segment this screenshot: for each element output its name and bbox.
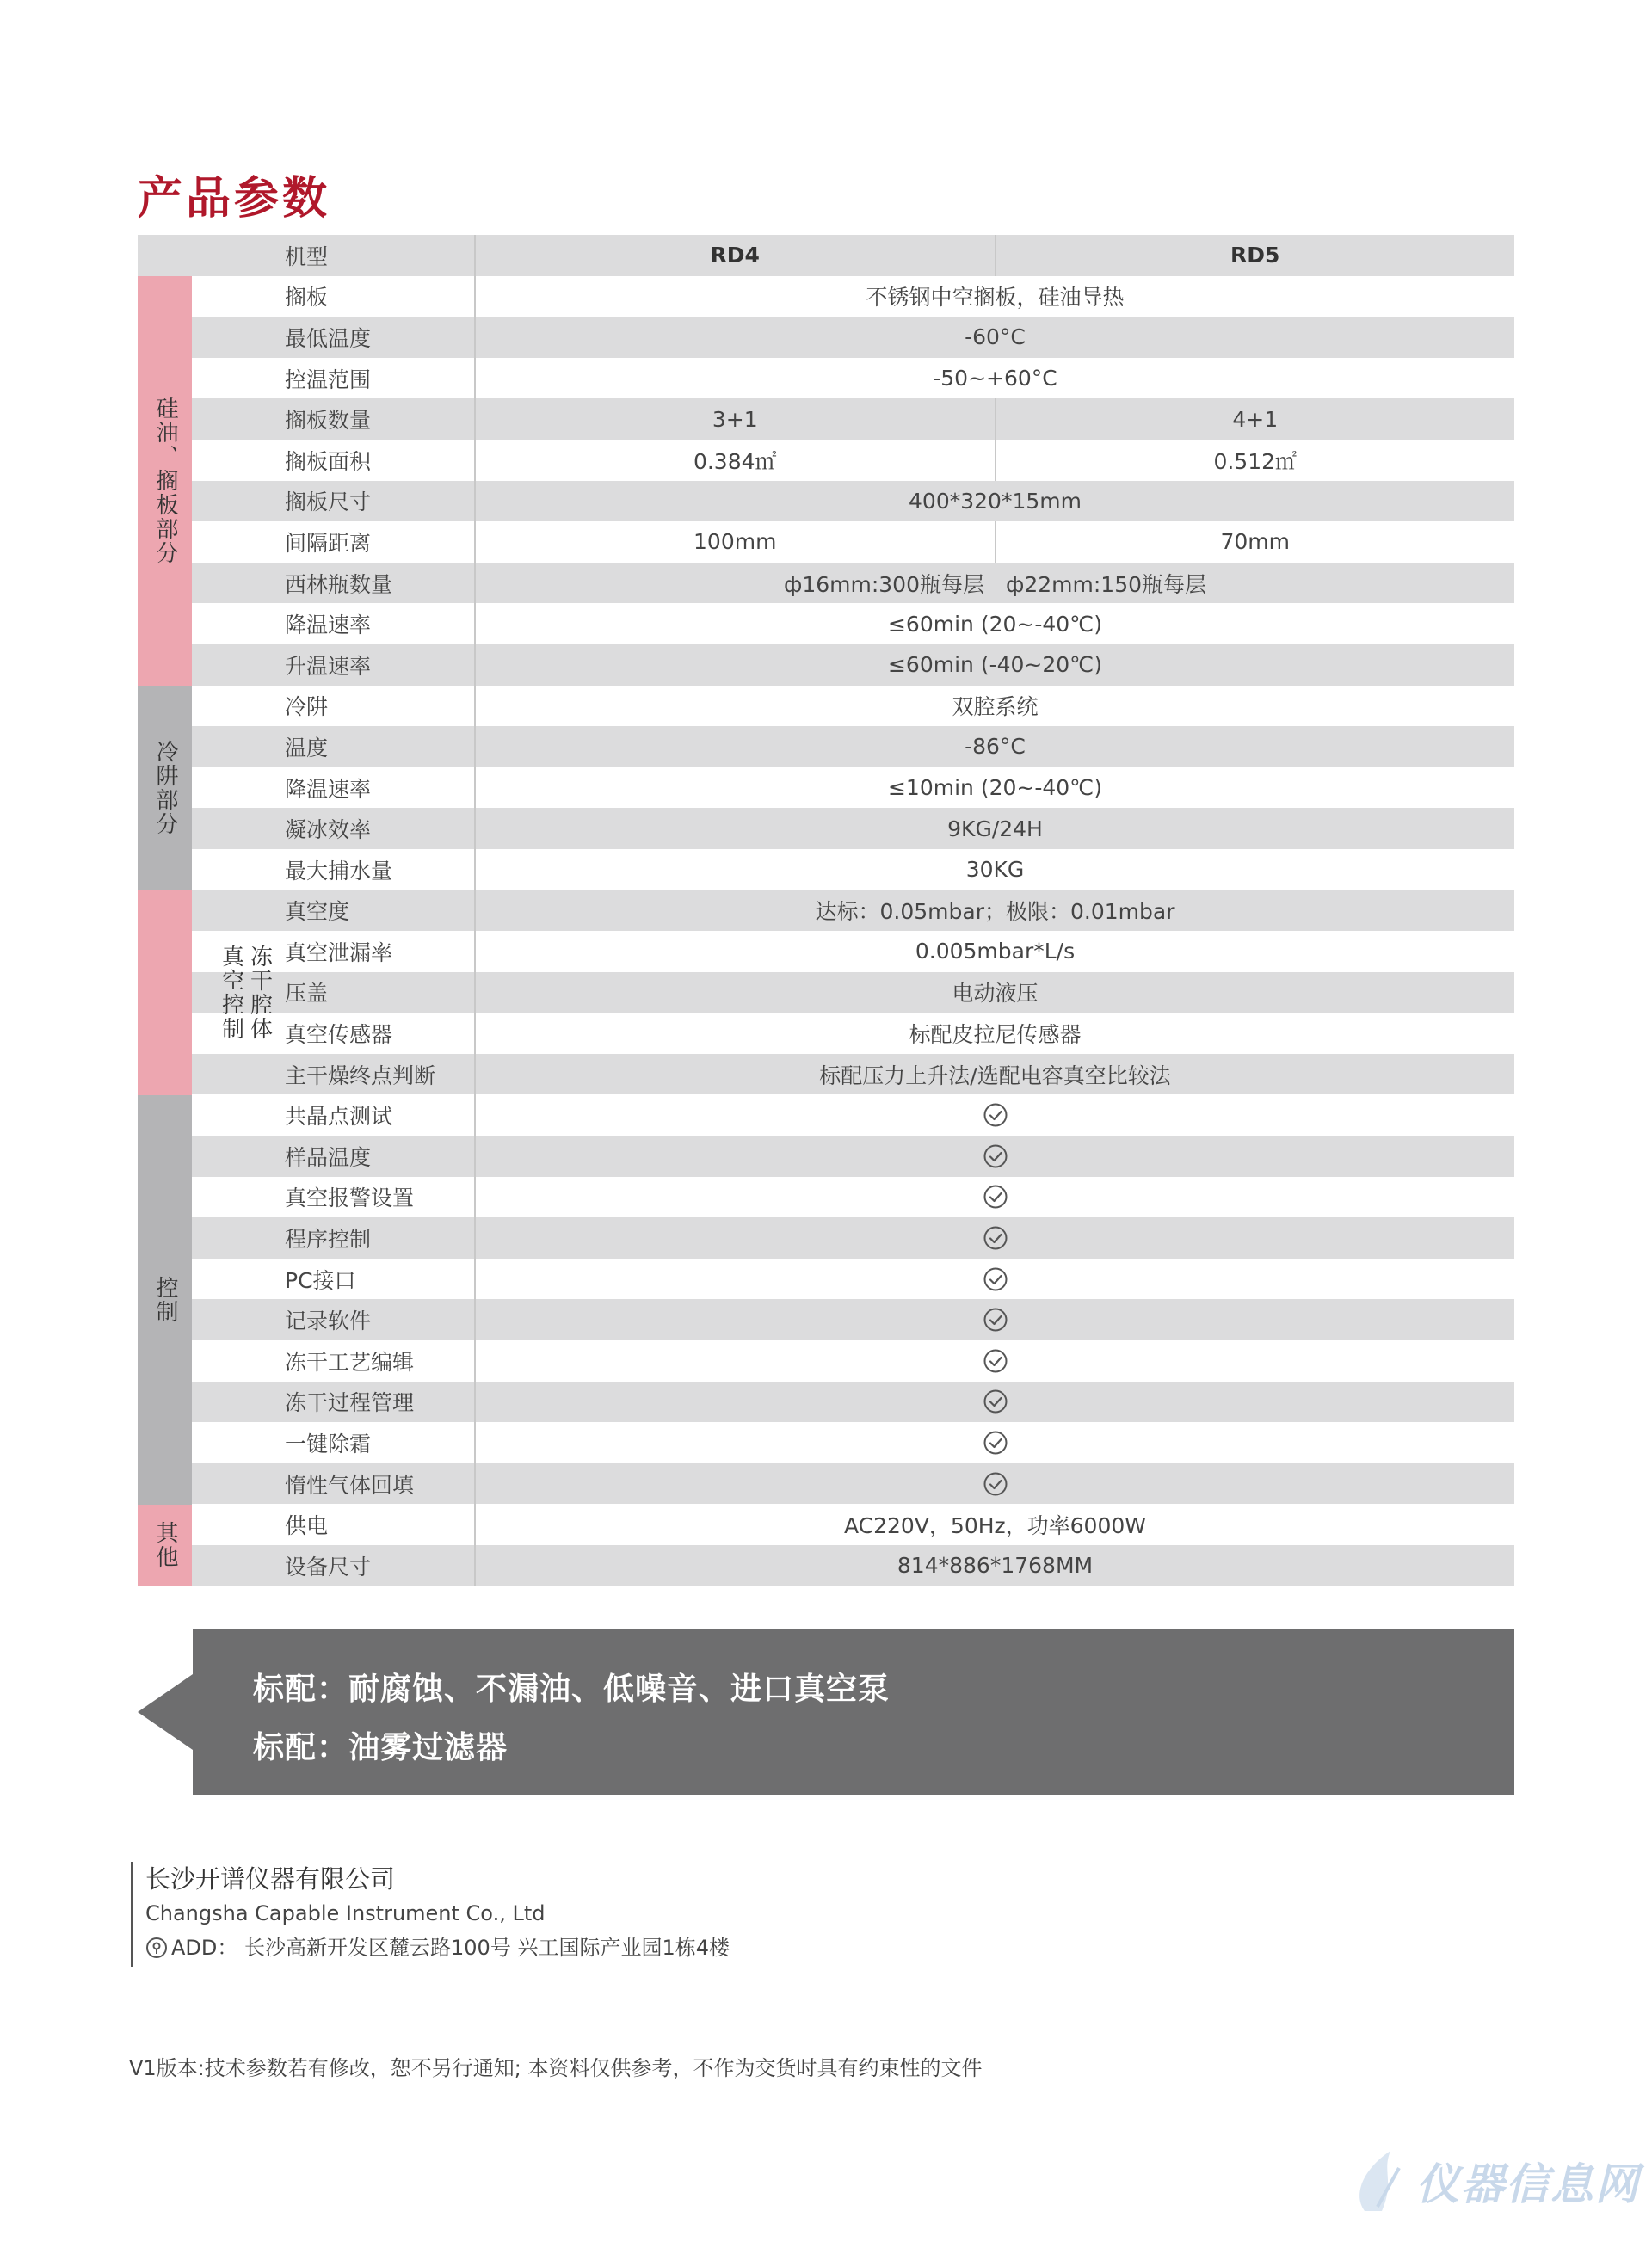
- row-check: [476, 1307, 1514, 1333]
- row-label: PC接口: [192, 1259, 476, 1300]
- row-label: 搁板尺寸: [192, 481, 476, 522]
- row-label: 凝冰效率: [192, 808, 476, 849]
- row-label: 冷阱: [192, 686, 476, 727]
- row-label: 设备尺寸: [192, 1545, 476, 1586]
- row-check: [476, 1471, 1514, 1497]
- row-label: 降温速率: [192, 767, 476, 809]
- row-label: 搁板数量: [192, 398, 476, 440]
- table-row: [138, 1340, 1514, 1382]
- row-label: 冻干过程管理: [192, 1382, 476, 1423]
- row-check: [476, 1143, 1514, 1169]
- row-label: 最大捕水量: [192, 849, 476, 890]
- check-circle-icon: [983, 1348, 1008, 1374]
- row-check: [476, 1348, 1514, 1374]
- row-label: 搁板: [192, 276, 476, 317]
- check-circle-icon: [983, 1266, 1008, 1292]
- standard-config-banner: [193, 1629, 1514, 1795]
- header-col-rd5: RD5: [1230, 243, 1280, 268]
- check-circle-icon: [983, 1225, 1008, 1251]
- row-label: 西林瓶数量: [192, 563, 476, 604]
- group-control: 控制: [138, 1095, 192, 1505]
- row-label: 间隔距离: [192, 521, 476, 563]
- row-label: 降温速率: [192, 603, 476, 644]
- check-circle-icon: [983, 1471, 1008, 1497]
- table-row: [138, 1094, 1514, 1136]
- table-row: [138, 1259, 1514, 1300]
- table-row: [138, 1013, 1514, 1054]
- table-row: [138, 890, 1514, 932]
- row-check: [476, 1389, 1514, 1414]
- row-value: 0.005mbar*L/s: [915, 939, 1076, 964]
- disclaimer-footnote: V1版本:技术参数若有修改，恕不另行通知; 本资料仅供参考，不作为交货时具有约束性的文件: [129, 2056, 983, 2080]
- check-circle-icon: [983, 1102, 1008, 1128]
- row-label: 一键除霜: [192, 1422, 476, 1463]
- row-value: 标配压力上升法/选配电容真空比较法: [819, 1062, 1171, 1088]
- row-value: -60°C: [965, 324, 1026, 350]
- row-label: 压盖: [192, 972, 476, 1013]
- row-value-rd5: 70mm: [1220, 529, 1291, 555]
- check-circle-icon: [983, 1389, 1008, 1414]
- group-cold-trap: 冷阱部分: [138, 686, 192, 890]
- row-check: [476, 1430, 1514, 1456]
- row-label: 共晶点测试: [192, 1094, 476, 1136]
- row-value: 电动液压: [952, 981, 1039, 1007]
- check-circle-icon: [983, 1184, 1008, 1210]
- table-row: [138, 686, 1514, 727]
- table-row: [138, 440, 1514, 481]
- row-label: 惰性气体回填: [192, 1463, 476, 1505]
- table-row: [138, 644, 1514, 686]
- row-label: 搁板面积: [192, 440, 476, 481]
- table-row: [138, 563, 1514, 604]
- row-label: 温度: [192, 726, 476, 767]
- table-row: [138, 521, 1514, 563]
- row-label: 真空泄漏率: [192, 931, 476, 972]
- row-label: 记录软件: [192, 1299, 476, 1340]
- row-value-rd5: 0.512㎡: [1213, 448, 1298, 474]
- table-row: [138, 1177, 1514, 1218]
- row-label: 真空度: [192, 890, 476, 932]
- row-value: 不锈钢中空搁板，硅油导热: [866, 285, 1125, 311]
- spec-table: [138, 235, 1514, 1586]
- row-label: 控温范围: [192, 358, 476, 399]
- table-row: [138, 726, 1514, 767]
- row-value: ф16mm:300瓶每层 ф22mm:150瓶每层: [783, 571, 1207, 597]
- check-circle-icon: [983, 1430, 1008, 1456]
- table-row: [138, 603, 1514, 644]
- group-vacuum-text: 真空控制: [218, 944, 244, 1041]
- row-value: -50~+60°C: [933, 366, 1057, 391]
- row-value: 达标：0.05mbar；极限：0.01mbar: [815, 899, 1175, 925]
- table-row: [138, 1299, 1514, 1340]
- header-col-rd4: RD4: [476, 235, 996, 276]
- row-value: 9KG/24H: [947, 816, 1043, 841]
- row-value: AC220V，50Hz，功率6000W: [843, 1513, 1146, 1539]
- row-label: 程序控制: [192, 1217, 476, 1259]
- row-value-rd4: 3+1: [476, 398, 996, 440]
- company-address: ADD： 长沙高新开发区麓云路100号 兴工国际产业园1栋4楼: [145, 1931, 730, 1965]
- table-row: [138, 481, 1514, 522]
- table-row: [138, 931, 1514, 972]
- table-header-row: [138, 235, 1514, 276]
- row-value: ≤60min (-40~20℃): [887, 652, 1103, 678]
- banner-arrow: [138, 1674, 193, 1750]
- row-label: 最低温度: [192, 317, 476, 358]
- row-value: 30KG: [965, 857, 1025, 883]
- table-row: [138, 972, 1514, 1013]
- row-value: 标配皮拉尼传感器: [909, 1022, 1082, 1048]
- table-row: [138, 808, 1514, 849]
- row-value: ≤10min (20~-40℃): [887, 775, 1103, 801]
- row-value-rd5: 4+1: [1232, 406, 1279, 432]
- page-title: 产品参数: [138, 173, 331, 225]
- group-silicone-shelf: 硅油、搁板部分: [138, 276, 192, 686]
- row-check: [476, 1225, 1514, 1251]
- row-value-rd4: 0.384㎡: [476, 440, 996, 481]
- row-check: [476, 1102, 1514, 1128]
- table-row: [138, 1136, 1514, 1177]
- row-value: 双腔系统: [952, 694, 1039, 720]
- table-row: [138, 1463, 1514, 1505]
- header-label: 机型: [192, 235, 476, 276]
- location-pin-icon: [145, 1937, 168, 1959]
- banner-line-2: 标配：油雾过滤器: [253, 1730, 509, 1765]
- row-value: -86°C: [965, 734, 1026, 760]
- row-check: [476, 1266, 1514, 1292]
- row-label: 主干燥终点判断: [192, 1054, 476, 1095]
- company-name-cn: 长沙开谱仪器有限公司: [145, 1864, 396, 1894]
- table-row: [138, 1382, 1514, 1423]
- table-row: [138, 1054, 1514, 1095]
- row-value-rd4: 100mm: [476, 521, 996, 563]
- row-value: ≤60min (20~-40℃): [887, 611, 1103, 637]
- row-label: 冻干工艺编辑: [192, 1340, 476, 1382]
- table-row: [138, 398, 1514, 440]
- row-label: 真空传感器: [192, 1013, 476, 1054]
- row-value: 400*320*15mm: [909, 488, 1082, 514]
- group-other: 其他: [138, 1505, 192, 1586]
- table-row: [138, 317, 1514, 358]
- banner-line-1: 标配：耐腐蚀、不漏油、低噪音、进口真空泵: [253, 1672, 891, 1707]
- company-info: [131, 1862, 730, 1967]
- table-row: [138, 1545, 1514, 1586]
- row-label: 样品温度: [192, 1136, 476, 1177]
- group-vacuum-chamber: [138, 890, 273, 1095]
- table-row: [138, 1217, 1514, 1259]
- site-watermark: 仪器信息网: [1347, 2134, 1652, 2228]
- table-row: [138, 1422, 1514, 1463]
- check-circle-icon: [983, 1307, 1008, 1333]
- table-row: [138, 767, 1514, 809]
- company-name-en: Changsha Capable Instrument Co., Ltd: [145, 1901, 546, 1925]
- table-row: [138, 276, 1514, 317]
- check-circle-icon: [983, 1143, 1008, 1169]
- table-row: [138, 849, 1514, 890]
- row-label: 供电: [192, 1504, 476, 1545]
- table-row: [138, 1504, 1514, 1545]
- watermark-logo-icon: [1347, 2142, 1416, 2220]
- table-row: [138, 358, 1514, 399]
- row-label: 真空报警设置: [192, 1177, 476, 1218]
- row-check: [476, 1184, 1514, 1210]
- row-label: 升温速率: [192, 644, 476, 686]
- group-chamber-text: 冻干腔体: [246, 944, 273, 1041]
- row-value: 814*886*1768MM: [897, 1553, 1094, 1579]
